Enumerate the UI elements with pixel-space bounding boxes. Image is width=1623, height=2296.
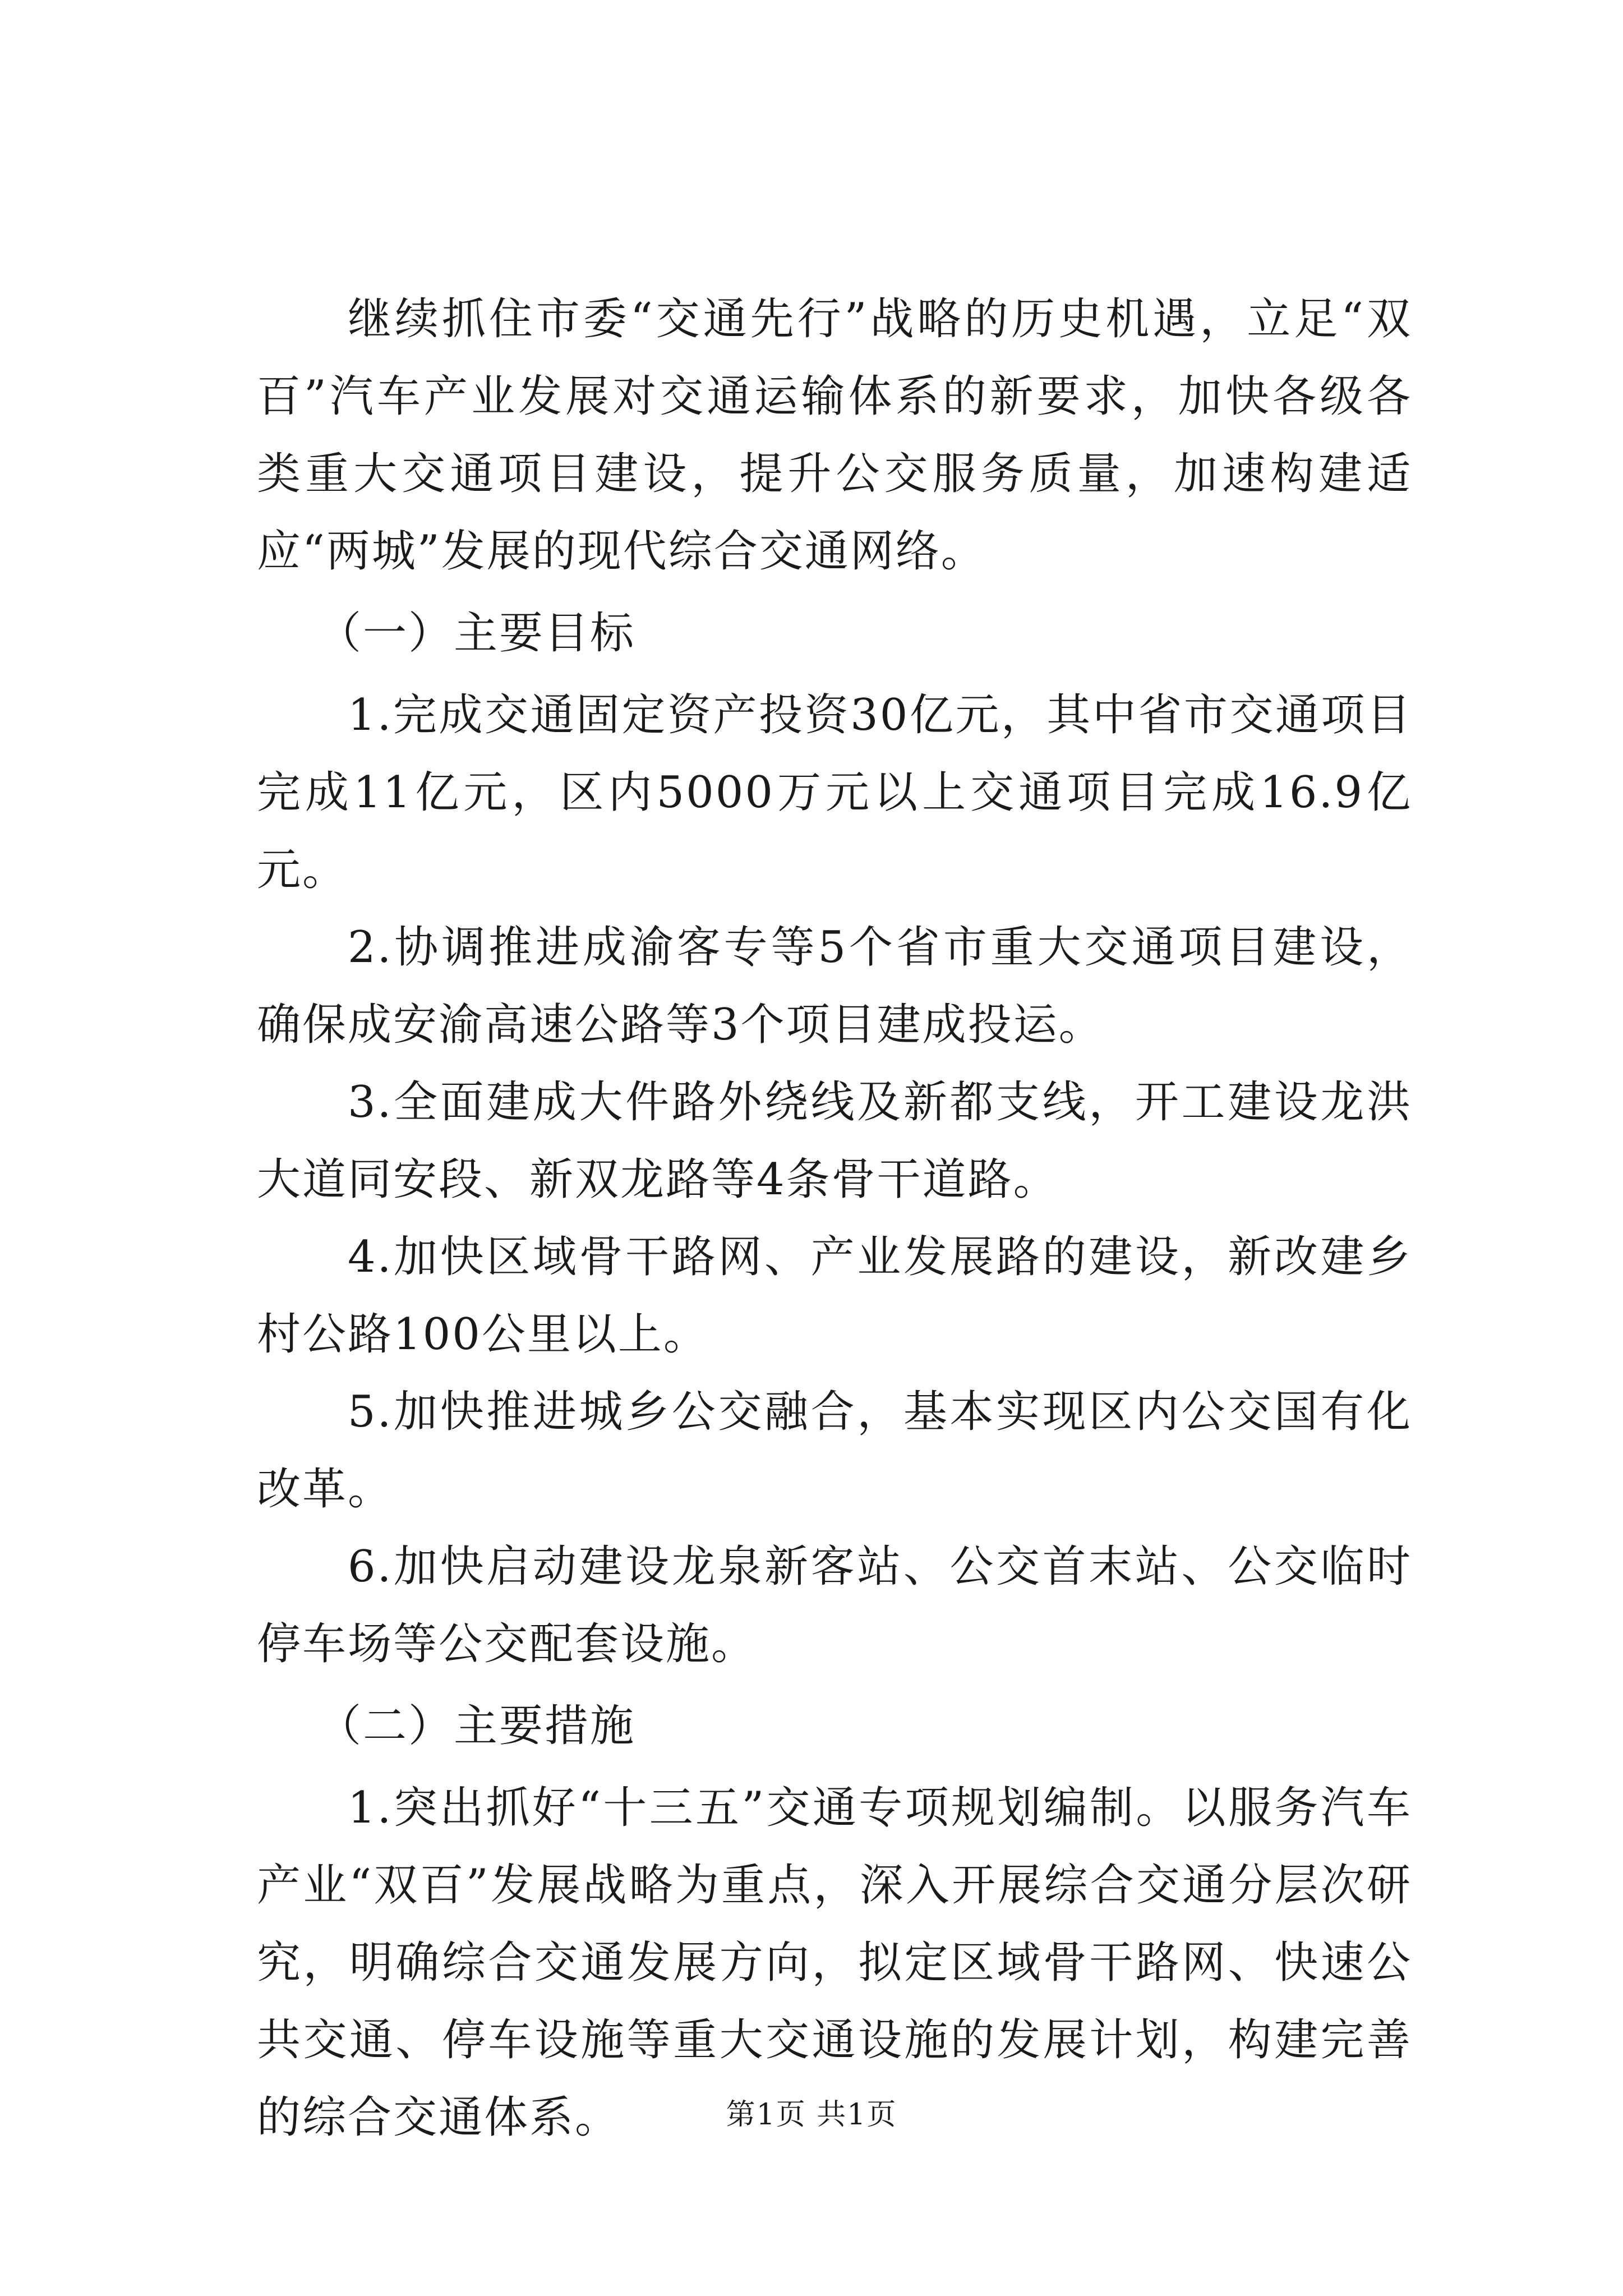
measure-item: 1.突出抓好“十三五”交通专项规划编制。以服务汽车产业“双百”发展战略为重点，深入开展综合交通分层次研究，明确综合交通发展方向，拟定区域骨干路网、快速公共交通、停车设施等重大交通设施的发展计划，构建完善的综合交通体系。	[257, 1783, 1412, 2143]
goal-item: 2.协调推进成渝客专等5个省市重大交通项目建设，确保成安渝高速公路等3个项目建成投运。	[257, 922, 1412, 1050]
goal-item: 3.全面建成大件路外绕线及新都支线，开工建设龙洪大道同安段、新双龙路等4条骨干道路。	[257, 1077, 1412, 1205]
goal-item: 1.完成交通固定资产投资30亿元，其中省市交通项目完成11亿元，区内5000万元以上交通项目完成16.9亿元。	[257, 690, 1412, 895]
goal-item: 4.加快区域骨干路网、产业发展路的建设，新改建乡村公路100公里以上。	[257, 1232, 1412, 1360]
page-number-footer: 第1页 共1页	[726, 2098, 897, 2132]
goal-item: 5.加快推进城乡公交融合，基本实现区内公交国有化改革。	[257, 1387, 1412, 1515]
section-heading-measures: （二）主要措施	[317, 1701, 636, 1751]
intro-paragraph: 继续抓住市委“交通先行”战略的历史机遇，立足“双百”汽车产业发展对交通运输体系的新要求，加快各级各类重大交通项目建设，提升公交服务质量，加速构建适应“两城”发展的现代综合交通网络。	[257, 294, 1412, 577]
goal-item: 6.加快启动建设龙泉新客站、公交首末站、公交临时停车场等公交配套设施。	[257, 1542, 1412, 1669]
section-heading-goals: （一）主要目标	[317, 608, 636, 659]
document-body	[257, 280, 1412, 2156]
